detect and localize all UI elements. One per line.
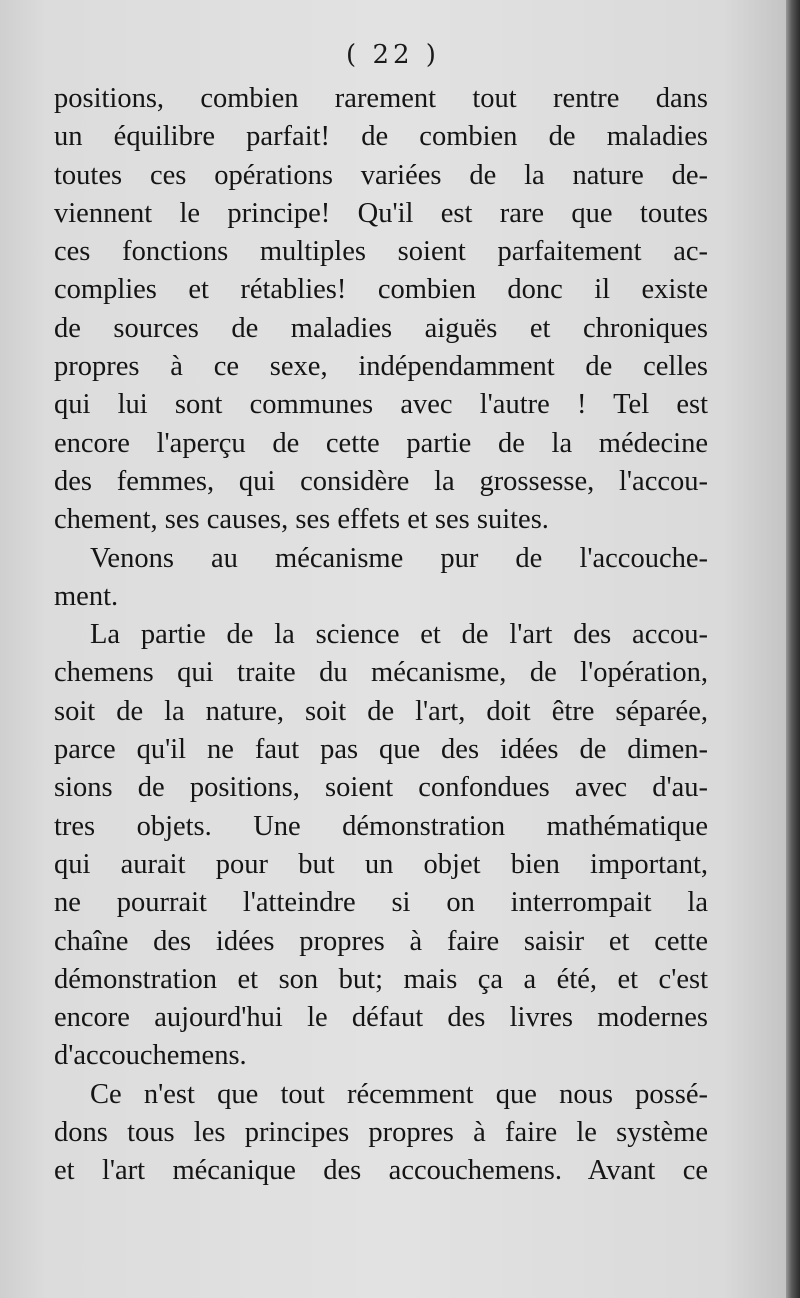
text-line: Ce n'est que tout récemment que nous possé- <box>90 1078 708 1110</box>
paragraph-3 <box>54 616 708 1076</box>
paragraph-2 <box>54 540 708 617</box>
text-line: d'accouchemens. <box>54 1040 247 1072</box>
paragraph-1 <box>54 80 708 540</box>
text-line: tres objets. Une démonstration mathématique <box>54 810 708 842</box>
text-line: et l'art mécanique des accouchemens. Avant ce <box>54 1155 708 1187</box>
text-line: ne pourrait l'atteindre si on interrompait la <box>54 887 708 919</box>
text-line: Venons au mécanisme pur de l'accouche- <box>90 542 708 574</box>
page-number: ( 22 ) <box>346 40 440 70</box>
text-line: encore aujourd'hui le défaut des livres modernes <box>54 1002 708 1034</box>
text-line: ment. <box>54 580 119 612</box>
text-line: propres à ce sexe, indépendamment de celles <box>54 351 708 383</box>
text-line: La partie de la science et de l'art des accou- <box>90 619 708 651</box>
text-line: toutes ces opérations variées de la nature de- <box>54 159 708 191</box>
text-line: de sources de maladies aiguës et chroniques <box>54 312 708 344</box>
text-line: ces fonctions multiples soient parfaitement ac- <box>54 236 708 268</box>
text-line: viennent le principe! Qu'il est rare que toutes <box>54 197 708 229</box>
text-line: chement, ses causes, ses effets et ses suites. <box>54 504 549 536</box>
text-line: chaîne des idées propres à faire saisir et cette <box>54 925 708 957</box>
text-line: dons tous les principes propres à faire le système <box>54 1117 708 1149</box>
text-line: positions, combien rarement tout rentre dans <box>54 83 708 114</box>
text-line: soit de la nature, soit de l'art, doit être séparée, <box>54 695 708 727</box>
text-line: un équilibre parfait! de combien de maladies <box>54 121 708 153</box>
page-edge <box>786 0 800 1298</box>
text-line: parce qu'il ne faut pas que des idées de dimen- <box>54 734 708 766</box>
text-line: encore l'aperçu de cette partie de la médecine <box>54 427 708 459</box>
body-text <box>54 80 708 1191</box>
text-line: qui lui sont communes avec l'autre ! Tel est <box>54 389 708 421</box>
text-line: démonstration et son but; mais ça a été, et c'est <box>54 963 708 995</box>
text-line: des femmes, qui considère la grossesse, l'accou- <box>54 465 708 497</box>
paragraph-4 <box>54 1076 708 1191</box>
text-line: complies et rétablies! combien donc il existe <box>54 274 708 306</box>
text-line: qui aurait pour but un objet bien important, <box>54 848 708 880</box>
text-line: chemens qui traite du mécanisme, de l'opération, <box>54 657 708 689</box>
text-line: sions de positions, soient confondues avec d'au- <box>54 772 708 804</box>
